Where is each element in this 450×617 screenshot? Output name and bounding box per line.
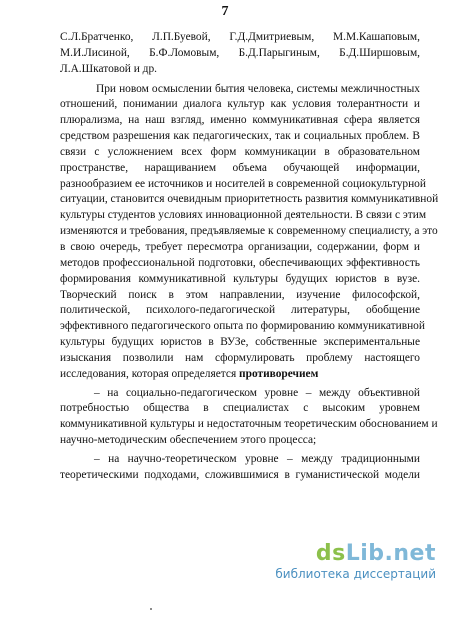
bullet-line: – на социально-педагогическом уровне – между объективной — [94, 386, 420, 399]
bullet-line: научно-методическим обеспечением этого процесса; — [60, 434, 317, 447]
dslib-watermark — [275, 541, 436, 581]
paragraph-line: изыскания позволили нам сформулировать проблему настоящего — [60, 351, 420, 364]
paragraph-line: связи с усложнением всех форм коммуникации в образовательном — [60, 145, 420, 158]
paragraph-line: политической, психолого-педагогической литературы, обобщение — [60, 304, 420, 317]
paragraph-last-prefix: исследования, которая определяется — [60, 367, 240, 380]
paragraph-line: формирования коммуникативной культуры будущих юристов в вузе. — [60, 272, 420, 285]
bullet-line: теоретическими подходами, сложившимися в гуманистической модели — [60, 468, 420, 481]
paragraph-line: При новом осмыслении бытия человека, системы межличностных — [96, 82, 420, 95]
bullet-item-social — [60, 386, 438, 449]
paragraph-last-bold: противоречием — [239, 367, 319, 380]
paragraph-line: средством разрешения как педагогических, так и социальных проблем. В — [60, 130, 420, 143]
watermark-subtitle: библиотека диссертаций — [275, 567, 436, 581]
main-paragraph — [60, 82, 439, 383]
scan-dot — [150, 608, 152, 610]
logo-suffix: Lib.net — [345, 541, 436, 566]
paragraph-line: разнообразием ее источников и носителей в современной социокультурной — [60, 177, 426, 190]
paragraph-line: Творческий поиск в этом направлении, изучение философской, — [60, 288, 420, 301]
dslib-logo — [275, 541, 436, 566]
names-line: М.И.Лисиной, Б.Ф.Ломовым, Б.Д.Парыгиным, Б.Д.Ширшовым, — [60, 46, 420, 59]
paragraph-line: плюрализма, на наш взгляд, именно коммуникативная сфера является — [60, 114, 420, 127]
bullet-line: – на научно-теоретическом уровне – между традиционными — [94, 452, 420, 465]
names-line: Л.А.Шкатовой и др. — [60, 62, 158, 75]
paragraph-last-line — [60, 367, 420, 383]
author-names — [60, 30, 420, 78]
page-number: 7 — [221, 4, 229, 19]
paragraph-line: эффективного педагогического опыта по формированию коммуникативной — [60, 320, 425, 333]
logo-prefix: ds — [315, 541, 346, 566]
bullet-item-theoretical — [60, 452, 420, 484]
bullet-line: коммуникативной культуры и недостаточным теоретическим обоснованием и — [60, 418, 438, 431]
paragraph-line: изменяются и требования, предъявляемые к современному специалисту, а это — [60, 225, 438, 238]
body-text — [60, 30, 439, 484]
names-line: С.Л.Братченко, Л.П.Буевой, Г.Д.Дмитриевым, М.М.Кашаповым, — [60, 31, 420, 43]
paragraph-line: методов профессиональной подготовки, обеспечивающих эффективность — [60, 256, 420, 269]
paragraph-line: ситуации, становится очевидным приоритетность развития коммуникативной — [60, 193, 439, 206]
paragraph-line: отношений, понимании диалога культур как условия толерантности и — [60, 98, 420, 111]
paragraph-line: культуры студентов условиях инновационной деятельности. В связи с этим — [60, 209, 427, 222]
paragraph-line: культуры будущих юристов в ВУЗе, собственные экспериментальные — [60, 336, 420, 349]
paragraph-line: в свою очередь, требует пересмотра организации, содержании, форм и — [60, 240, 420, 253]
bullet-line: потребностью общества в специалистах с высоким уровнем — [60, 402, 420, 415]
paragraph-line: пространстве, наращиванием объема обучающей информации, — [60, 161, 420, 174]
